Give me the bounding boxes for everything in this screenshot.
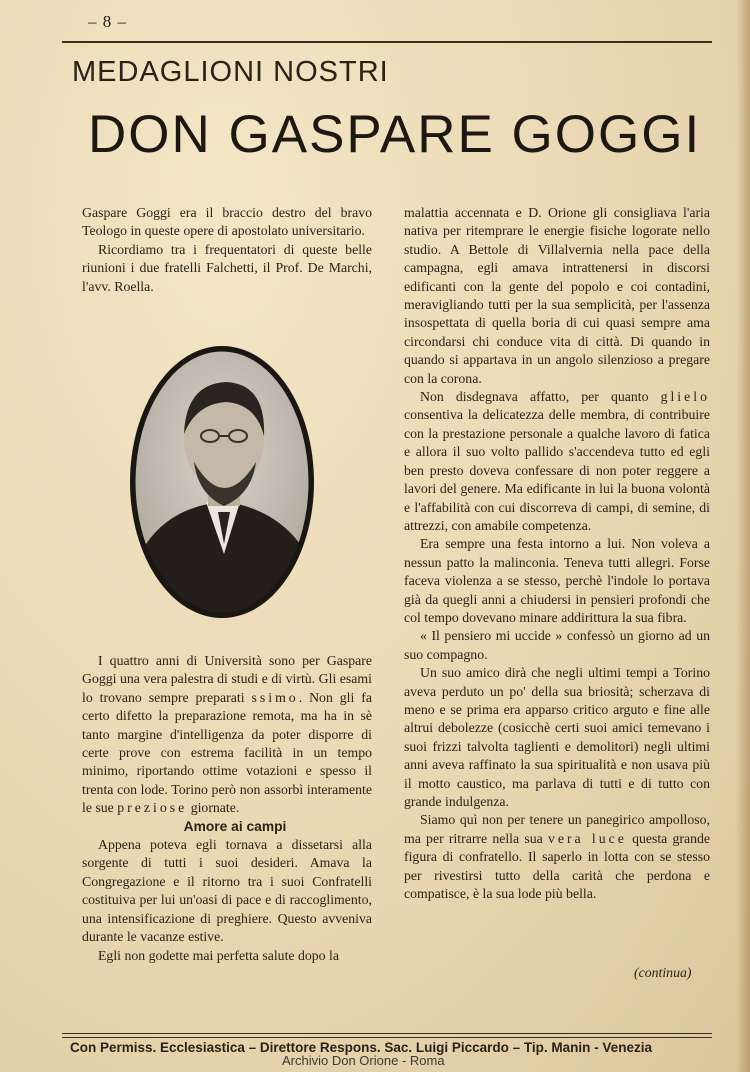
column-left-bottom	[82, 652, 372, 965]
text-run: giornate.	[190, 800, 240, 816]
bottom-rule	[62, 1033, 712, 1034]
page-edge-shadow	[736, 0, 750, 1072]
spaced-text: glielo	[660, 389, 710, 405]
paragraph	[404, 811, 710, 903]
section-kicker: MEDAGLIONI NOSTRI	[72, 56, 389, 88]
paragraph	[404, 388, 710, 535]
portrait-photo	[128, 344, 316, 620]
spaced-text: ssimo	[251, 689, 299, 705]
paragraph: Un suo amico dirà che negli ultimi tempi a Torino aveva perduto un po' della sua briosità; scherzava di meno e se prima era apparso critico arguto e fine alle altrui debolezze (cosicchè certi suoi amici temevano i suoi frizzi talvolta taglienti e demolitori) negli ultimi anni aveva raffinato la sua spiritualità e non usava più il motto caustico, ma parlava di tutti e di tutto con grande indulgenza.	[404, 665, 710, 809]
top-rule	[62, 41, 712, 43]
text-run: consentiva la delicatezza delle membra, di contribuire con la prestazione personale a qualche lavoro di fatica e allora il suo volto pallido s'accendeva tutto ed egli ben presto doveva confessare di non poter reggere a lavori del genere. Ma edificante in lui la buona volontà e l'affabilità con cui discorreva di campi, di semine, di attrezzi, con amabile competenza.	[404, 407, 710, 533]
page-number: – 8 –	[88, 12, 127, 31]
column-left-top	[82, 204, 372, 296]
quote-paragraph: « Il pensiero mi uccide » confessò un giorno ad un suo compagno.	[404, 628, 710, 662]
text-run: Siamo quì non per tenere un panegirico ampolloso, ma per ritrarre nella sua	[404, 812, 710, 846]
article-headline: DON GASPARE GOGGI	[88, 105, 702, 164]
text-run: I quattro anni di Università sono per Gaspare Goggi una vera palestra di studi e di virtù. Gli esami lo trovano sempre preparati	[82, 653, 372, 705]
paragraph: Ricordiamo tra i frequentatori di queste belle riunioni i due fratelli Falchetti, il Prof. De Marchi, l'avv. Roella.	[82, 241, 372, 294]
paragraph: Appena poteva egli tornava a dissetarsi alla sorgente di tutti i suoi desideri. Amava la Congregazione e il ritorno tra i suoi Confratelli costituiva per lui un'oasi di pace e di raccoglimento, una intensificazione di preghiere. Questo avveniva durante le vacanze estive.	[82, 837, 372, 945]
paragraph: Era sempre una festa intorno a lui. Non voleva a nessun patto la malinconia. Teneva tutti allegri. Forse faceva violenza a se stesso, perchè l'indole lo portava già da quegli anni a chiudersi in pensieri profondi che col tempo dovevano minare addirittura la sua fibra.	[404, 536, 710, 625]
paragraph: Egli non godette mai perfetta salute dopo la	[98, 947, 339, 963]
imprint-footer: Con Permiss. Ecclesiastica – Direttore Respons. Sac. Luigi Piccardo – Tip. Manin - Venezia	[70, 1040, 652, 1055]
bottom-rule	[62, 1037, 712, 1038]
spaced-text: vera luce	[547, 830, 627, 846]
column-right	[404, 204, 710, 903]
text-run: questa grande figura di confratello. Il saperlo in lotta con se stesso per rivestirsi tutto della carità che perdona e compatisce, è la sua lode più bella.	[404, 830, 711, 902]
text-run: Non disdegnava affatto, per quanto	[420, 389, 649, 405]
paragraph: Gaspare Goggi era il braccio destro del bravo Teologo in queste opere di apostolato universitario.	[82, 205, 372, 239]
archive-stamp: Archivio Don Orione - Roma	[282, 1053, 445, 1068]
spaced-text: preziose	[117, 800, 188, 816]
subheading: Amore ai campi	[183, 818, 287, 834]
text-run: . Non gli fa certo difetto la preparazione remota, ma ha in sè tanto margine d'intelligenza da poter disporre di certe prove con estrema facilità in un tempo minimo, riportando ottime votazioni e spesso il trenta con lode. Torino però non assorbì interamente le sue	[82, 689, 373, 816]
continued-note: (continua)	[634, 965, 692, 980]
paragraph: malattia accennata e D. Orione gli consigliava l'aria nativa per ritemprare le energie fisiche logorate nello studio. A Bettole di Villalvernia nella pace della campagna, egli amava intrattenersi in discorsi edificanti con la gente del popolo e coi contadini, meravigliando tutti per la sua semplicità, per l'assenza insospettata di quella boria di cui quasi sempre ama circondarsi chi conduce vita di città. Di quando in quando si appartava in un angolo silenzioso a pregare con la corona.	[404, 205, 710, 386]
paragraph	[82, 652, 372, 818]
